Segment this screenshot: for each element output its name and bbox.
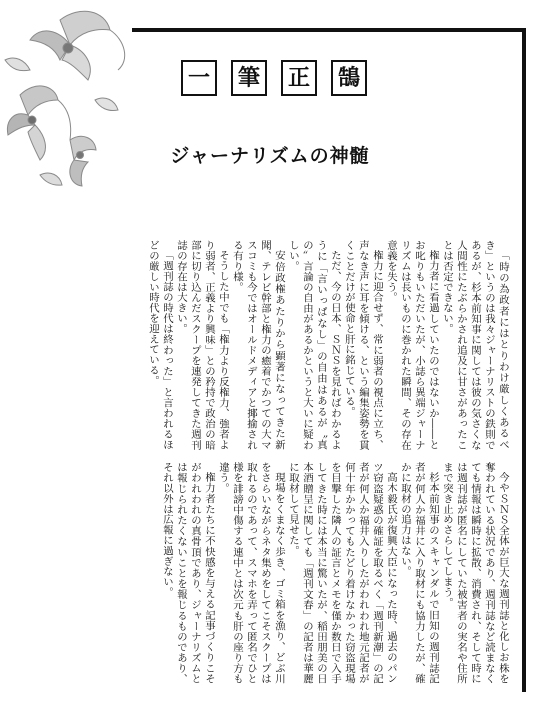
paragraph: 高木毅氏が復興大臣になった時、過去のパンツ窃盗疑惑の確証を取るべく「週刊新潮」の記者が何人か福井入りしたがわれわれ地元記者が何十年かかってもたどり着けなかった窃盗現場を目撃した隣人の証言とメモを僅か数日で入手してきた時には本当に驚いたが、稲田朋美の日本酒贈呈に関しても「週刊文春」の記者は華麗に取材して見せた。 bbox=[287, 462, 397, 684]
paragraph: 権力者たちに不快感を与える記事づくりこそがわれわれの真骨頂であり、ジャーナリズムとは報じられたくないことを報じるものであり、それ以外は広報に過ぎない。 bbox=[161, 462, 215, 684]
title-char-box: 正 bbox=[281, 60, 317, 96]
title-char-box: 筆 bbox=[231, 60, 267, 96]
paragraph: 今やＳＮＳ全体が巨大な週刊誌と化しお株を奪われている状況であり、週刊誌など読まなくても情報は瞬時に拡散、消費され、そして時には週刊誌が匿名にしていた被害者の実名や住所まで突き止めさらしてしまう。 bbox=[441, 462, 509, 684]
paragraph: 安倍政権あたりから顕著になってきた新聞、テレビ幹部と権力の癒着でかつての大マスコミも今ではオールドメディアと揶揄される有り様。 bbox=[231, 240, 285, 450]
body-text-lower bbox=[161, 462, 510, 684]
body-text-upper bbox=[147, 240, 510, 450]
paragraph: そうした中でも「権力より反権力、強者より弱者、正義より興味」との矜持で政治の暗部に切り込んだスクープを連発してきた週刊誌の存在は大きい。 bbox=[175, 240, 229, 450]
title-char-box: 鵠 bbox=[331, 60, 367, 96]
paragraph: 杉本前知事のスキャンダルで旧知の週刊誌記者が何人か福井に入り取材にも協力したが、確かに取材の追力はない。 bbox=[399, 462, 439, 684]
paragraph: 権力者に看過していたのではないか――とお叱りもいただいたが、小誌ら異端ジャーナリズムは長いものに巻かれた瞬間、その存在意義を失う。 bbox=[385, 240, 439, 450]
paragraph: ただ、今の日本、ＳＮＳを見ればわかるように「言いっぱなし」の自由はあるが〝真の〟言論の自由があるかというと大いに疑わしい。 bbox=[287, 240, 341, 450]
paragraph: 「週刊誌の時代は終わった」と言われるほどの厳しい時代を迎えている。 bbox=[147, 240, 173, 450]
headline: ジャーナリズムの神髄 bbox=[170, 145, 370, 167]
paragraph: 権力に迎合せず、常に弱者の視点に立ち、声なき声に耳を傾ける、という編集姿勢を貫くことだけが使命と肝に銘じている。 bbox=[343, 240, 383, 450]
paragraph: 「時の為政者にはとりわけ厳しくあるべき」というのは我々ジャーナリストの鉄則であるが、杉本前知事に関しては彼の気さくな人間性にたぶらかされ追及に甘さがあったことは否定できない。 bbox=[441, 240, 509, 450]
frame-right-border bbox=[522, 28, 526, 692]
paragraph: 現場をくまなく歩き、ゴミ箱を漁り、どぶ川をさらいながらネタ集めをしてこそスクープは取れるのであって、スマホを弄って匿名でひと様を誹謗中傷する連中とは次元も肝の座り方も違う。 bbox=[217, 462, 285, 684]
title-char-box: 一 bbox=[181, 60, 217, 96]
column-title bbox=[181, 60, 367, 94]
frame-top-border bbox=[132, 28, 526, 32]
flower-sketch-icon bbox=[0, 0, 150, 210]
